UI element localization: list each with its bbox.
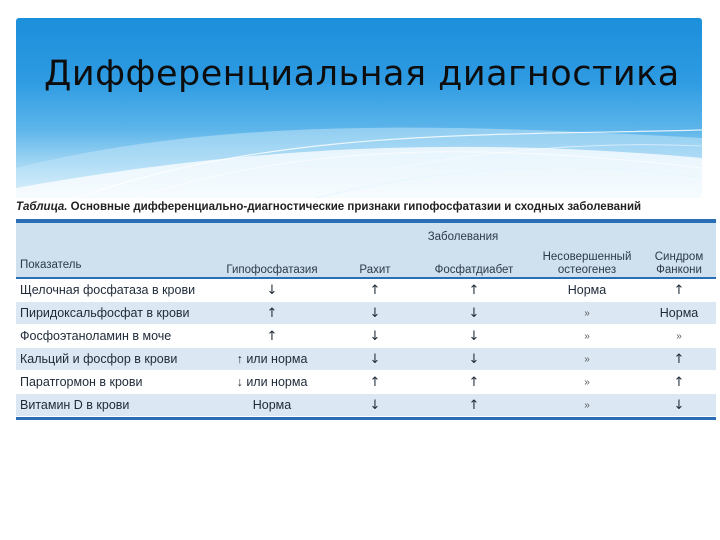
table-cell: ↓ или норма bbox=[210, 371, 334, 394]
column-header: Фосфатдиабет bbox=[416, 243, 532, 277]
diagnostics-table bbox=[16, 219, 716, 420]
table-cell: ↑ bbox=[210, 325, 334, 348]
table-row bbox=[16, 394, 716, 417]
row-label: Кальций и фосфор в крови bbox=[16, 348, 210, 371]
row-label: Паратгормон в крови bbox=[16, 371, 210, 394]
row-header: Показатель bbox=[16, 223, 210, 277]
row-label: Фосфоэтаноламин в моче bbox=[16, 325, 210, 348]
data-table bbox=[16, 223, 716, 417]
row-label: Щелочная фосфатаза в крови bbox=[16, 279, 210, 302]
table-bottom-rule bbox=[16, 417, 716, 420]
table-cell: » bbox=[532, 325, 642, 348]
table-cell: ↓ bbox=[334, 394, 416, 417]
table-cell: » bbox=[532, 394, 642, 417]
table-cell: ↓ bbox=[416, 348, 532, 371]
table-cell: » bbox=[642, 325, 716, 348]
table-cell: ↑ bbox=[642, 279, 716, 302]
table-row bbox=[16, 302, 716, 325]
table-cell: » bbox=[532, 371, 642, 394]
table-cell: » bbox=[532, 302, 642, 325]
table-cell: ↑ bbox=[416, 279, 532, 302]
column-header: Рахит bbox=[334, 243, 416, 277]
table-row bbox=[16, 325, 716, 348]
table-cell: ↑ bbox=[416, 394, 532, 417]
table-cell: Норма bbox=[210, 394, 334, 417]
table-cell: Норма bbox=[642, 302, 716, 325]
table-cell: Норма bbox=[532, 279, 642, 302]
table-cell: ↓ bbox=[334, 302, 416, 325]
row-label: Витамин D в крови bbox=[16, 394, 210, 417]
table-cell: ↑ или норма bbox=[210, 348, 334, 371]
column-header: Несовершенный остеогенез bbox=[532, 243, 642, 277]
table-row bbox=[16, 371, 716, 394]
table-cell: ↑ bbox=[210, 302, 334, 325]
row-label: Пиридоксальфосфат в крови bbox=[16, 302, 210, 325]
table-row bbox=[16, 279, 716, 302]
slide-title: Дифференциальная диагностика bbox=[44, 54, 680, 94]
table-cell: ↑ bbox=[642, 371, 716, 394]
table-row bbox=[16, 348, 716, 371]
table-cell: ↑ bbox=[642, 348, 716, 371]
column-header: Гипофосфатазия bbox=[210, 243, 334, 277]
table-cell: ↓ bbox=[210, 279, 334, 302]
table-cell: ↓ bbox=[642, 394, 716, 417]
table-caption bbox=[16, 201, 641, 213]
table-cell: ↑ bbox=[334, 371, 416, 394]
group-header: Заболевания bbox=[210, 223, 716, 243]
header-banner bbox=[16, 18, 702, 198]
table-cell: ↓ bbox=[416, 325, 532, 348]
table-cell: » bbox=[532, 348, 642, 371]
column-header: Синдром Фанкони bbox=[642, 243, 716, 277]
table-cell: ↓ bbox=[416, 302, 532, 325]
table-cell: ↑ bbox=[416, 371, 532, 394]
table-cell: ↓ bbox=[334, 325, 416, 348]
table-cell: ↓ bbox=[334, 348, 416, 371]
caption-label: Таблица. bbox=[16, 201, 68, 213]
wave-decoration bbox=[16, 18, 702, 198]
table-cell: ↑ bbox=[334, 279, 416, 302]
caption-text: Основные дифференциально-диагностические признаки гипофосфатазии и сходных заболеваний bbox=[70, 201, 642, 213]
